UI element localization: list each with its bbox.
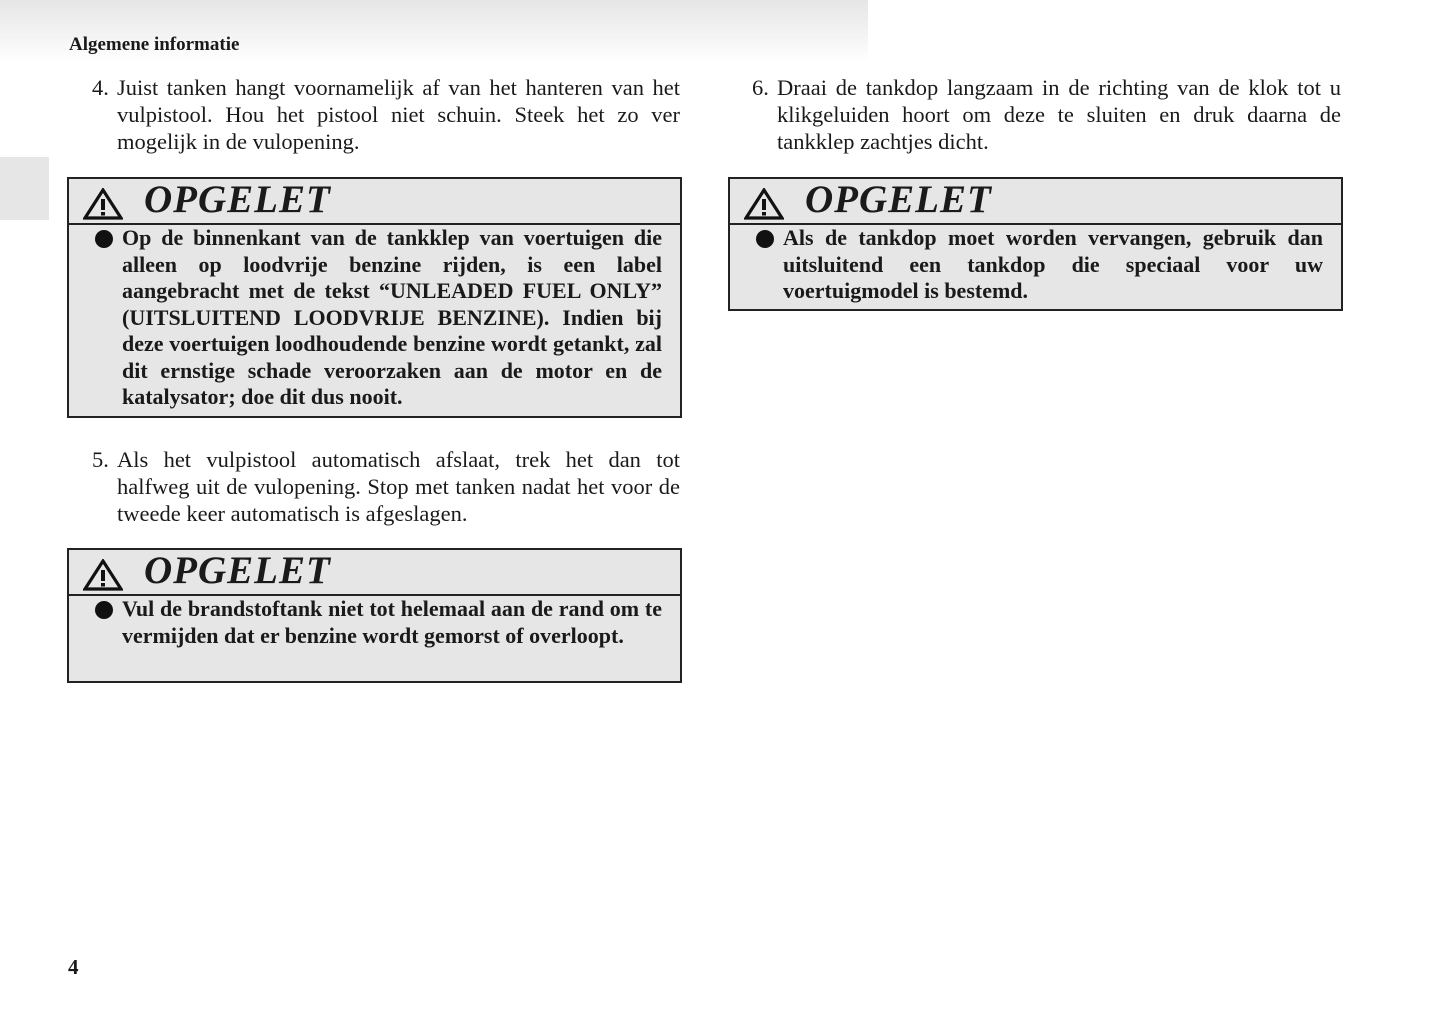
warning-text: Op de binnenkant van de tankklep van voertuigen die alleen op loodvrije benzine rijden, is een label aangebracht met de tekst “UNLEADED FUEL ONLY” (UITSLUITEND LOODVRIJE BENZINE). Indien bij deze voertuigen loodhoudende benzine wordt getankt, zal dit ernstige schade veroorzaken aan de motor en de katalysator; doe dit dus nooit. bbox=[122, 225, 662, 409]
page-number: 4 bbox=[68, 955, 79, 979]
bullet-dot-icon bbox=[95, 230, 113, 248]
step-text: Als het vulpistool automatisch afslaat, trek het dan tot halfweg uit de vulopening. Stop met tanken nadat het voor de tweede keer automatisch is afgeslagen. bbox=[117, 447, 680, 526]
step-number: 6. bbox=[752, 75, 769, 100]
warning-header bbox=[69, 179, 680, 225]
bullet-dot-icon bbox=[756, 230, 774, 248]
warning-triangle-icon bbox=[83, 559, 123, 591]
warning-triangle-icon bbox=[744, 188, 784, 220]
step-4 bbox=[92, 74, 680, 155]
step-5 bbox=[92, 446, 680, 527]
warning-box-overfill bbox=[67, 548, 682, 683]
warning-body bbox=[69, 596, 680, 649]
step-number: 5. bbox=[92, 447, 109, 472]
step-text: Juist tanken hangt voornamelijk af van het hanteren van het vulpistool. Hou het pistool niet schuin. Steek het zo ver mogelijk in de vulopening. bbox=[117, 75, 680, 154]
warning-header bbox=[69, 550, 680, 596]
step-text: Draai de tankdop langzaam in de richting van de klok tot u klikgeluiden hoort om deze te sluiten en druk daarna de tankklep zachtjes dicht. bbox=[777, 75, 1341, 154]
warning-title: OPGELET bbox=[805, 178, 992, 221]
warning-triangle-icon bbox=[83, 188, 123, 220]
warning-body bbox=[730, 225, 1341, 305]
warning-title: OPGELET bbox=[144, 549, 331, 592]
bullet-dot-icon bbox=[95, 601, 113, 619]
warning-box-unleaded bbox=[67, 177, 682, 418]
step-number: 4. bbox=[92, 75, 109, 100]
warning-title: OPGELET bbox=[144, 178, 331, 221]
warning-text: Als de tankdop moet worden vervangen, gebruik dan uitsluitend een tankdop die speciaal voor uw voertuigmodel is bestemd. bbox=[783, 225, 1323, 303]
warning-header bbox=[730, 179, 1341, 225]
step-6 bbox=[752, 74, 1341, 155]
warning-text: Vul de brandstoftank niet tot helemaal aan de rand om te vermijden dat er benzine wordt gemorst of overloopt. bbox=[122, 596, 662, 648]
section-title: Algemene informatie bbox=[69, 34, 240, 55]
warning-body bbox=[69, 225, 680, 411]
side-tab bbox=[0, 157, 49, 220]
warning-box-fuel-cap bbox=[728, 177, 1343, 311]
